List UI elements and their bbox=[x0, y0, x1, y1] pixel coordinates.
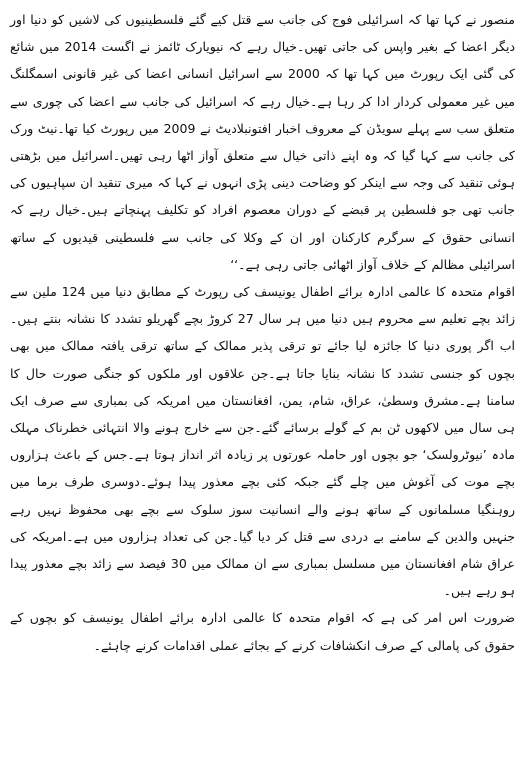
paragraph-unicef-report: اقوام متحدہ کا عالمی ادارہ برائے اطفال یونیسف کی رپورٹ کے مطابق دنیا میں 124 ملین سے زائد بچے تعلیم سے محروم ہیں دنیا میں ہر سال 27 کروڑ بچے گھریلو تشدد کا نشانہ بنتے ہیں۔اب اگر پوری دنیا کا جائزہ لیا جائے تو ترقی پذیر ممالک کے ساتھ ترقی یافتہ ممالک میں بھی بچوں کو جنسی تشدد کا نشانہ بنایا جاتا ہے۔جن علاقوں اور ملکوں کو جنگی صورت حال کا سامنا ہے۔مشرق وسطیٰ، عراق، شام، یمن، افغانستان میں امریکہ کی بمباری سے صرف ایک ہی سال میں لاکھوں ٹن بم کے گولے برسائے گئے۔جن سے خارج ہونے والا انتہائی خطرناک مہلک مادہ ’نیوٹرولسک‘ جو بچوں اور حاملہ عورتوں پر زیادہ اثر انداز ہوتا ہے۔جس کے باعث ہزاروں بچے موت کی آغوش میں چلے گئے جبکہ کئی بچے معذور پیدا ہوئے۔دوسری طرف برما میں روہنگیا مسلمانوں کے ساتھ ہونے والے انسانیت سوز سلوک سے بچے بھی محفوظ نہیں رہے جنہیں والدین کے سامنے بے دردی سے قتل کر دیا گیا۔جن کی تعداد ہزاروں میں ہے۔امریکہ کی عراق شام افغانستان میں مسلسل بمباری سے ان ممالک میں 30 فیصد سے زائد بچے معذور پیدا ہو رہے ہیں۔ bbox=[10, 284, 515, 599]
paragraph-conclusion: ضرورت اس امر کی ہے کہ اقوام متحدہ کا عالمی ادارہ برائے اطفال یونیسف کو بچوں کے حقوق کی پامالی کے صرف انکشافات کرنے کے بجائے عملی اقدامات کرنے چاہئے۔ bbox=[10, 610, 515, 653]
paragraph-organ-theft: منصور نے کہا تھا کہ اسرائیلی فوج کی جانب سے قتل کیے گئے فلسطینیوں کی لاشیں کو دنیا اور دیگر اعضا کے بغیر واپس کی جاتی تھیں۔خیال رہے کہ نیویارک ٹائمز نے اگست 2014 میں شائع کی گئی ایک رپورٹ میں کہا تھا کہ 2000 سے اسرائیل انسانی اعضا کی غیر قانونی اسمگلنگ میں غیر معمولی کردار ادا کر رہا ہے۔خیال رہے کہ اسرائیل کی جانب سے اعضا کی چوری سے متعلق سب سے پہلے سویڈن کے معروف اخبار افتونبلادیٹ نے 2009 میں رپورٹ کیا تھا۔نیٹ ورک کی جانب سے کہا گیا کہ وہ اپنے ذاتی خیال سے متعلق آواز اٹھا رہی تھیں۔اسرائیل میں بڑھتی ہوئی تنقید کی وجہ سے اینکر کو وضاحت دینی پڑی انہوں نے کہا کہ میری تنقید ان سپاہیوں کی جانب تھی جو فلسطین پر قبضے کے دوران معصوم افراد کو تکلیف پہنچاتے ہیں۔خیال رہے کہ انسانی حقوق کے سرگرم کارکنان اور ان کے وکلا کی جانب سے فلسطینی قیدیوں کے ساتھ اسرائیلی مظالم کے خلاف آواز اٹھائی جاتی رہی ہے۔‘‘ bbox=[10, 12, 516, 272]
